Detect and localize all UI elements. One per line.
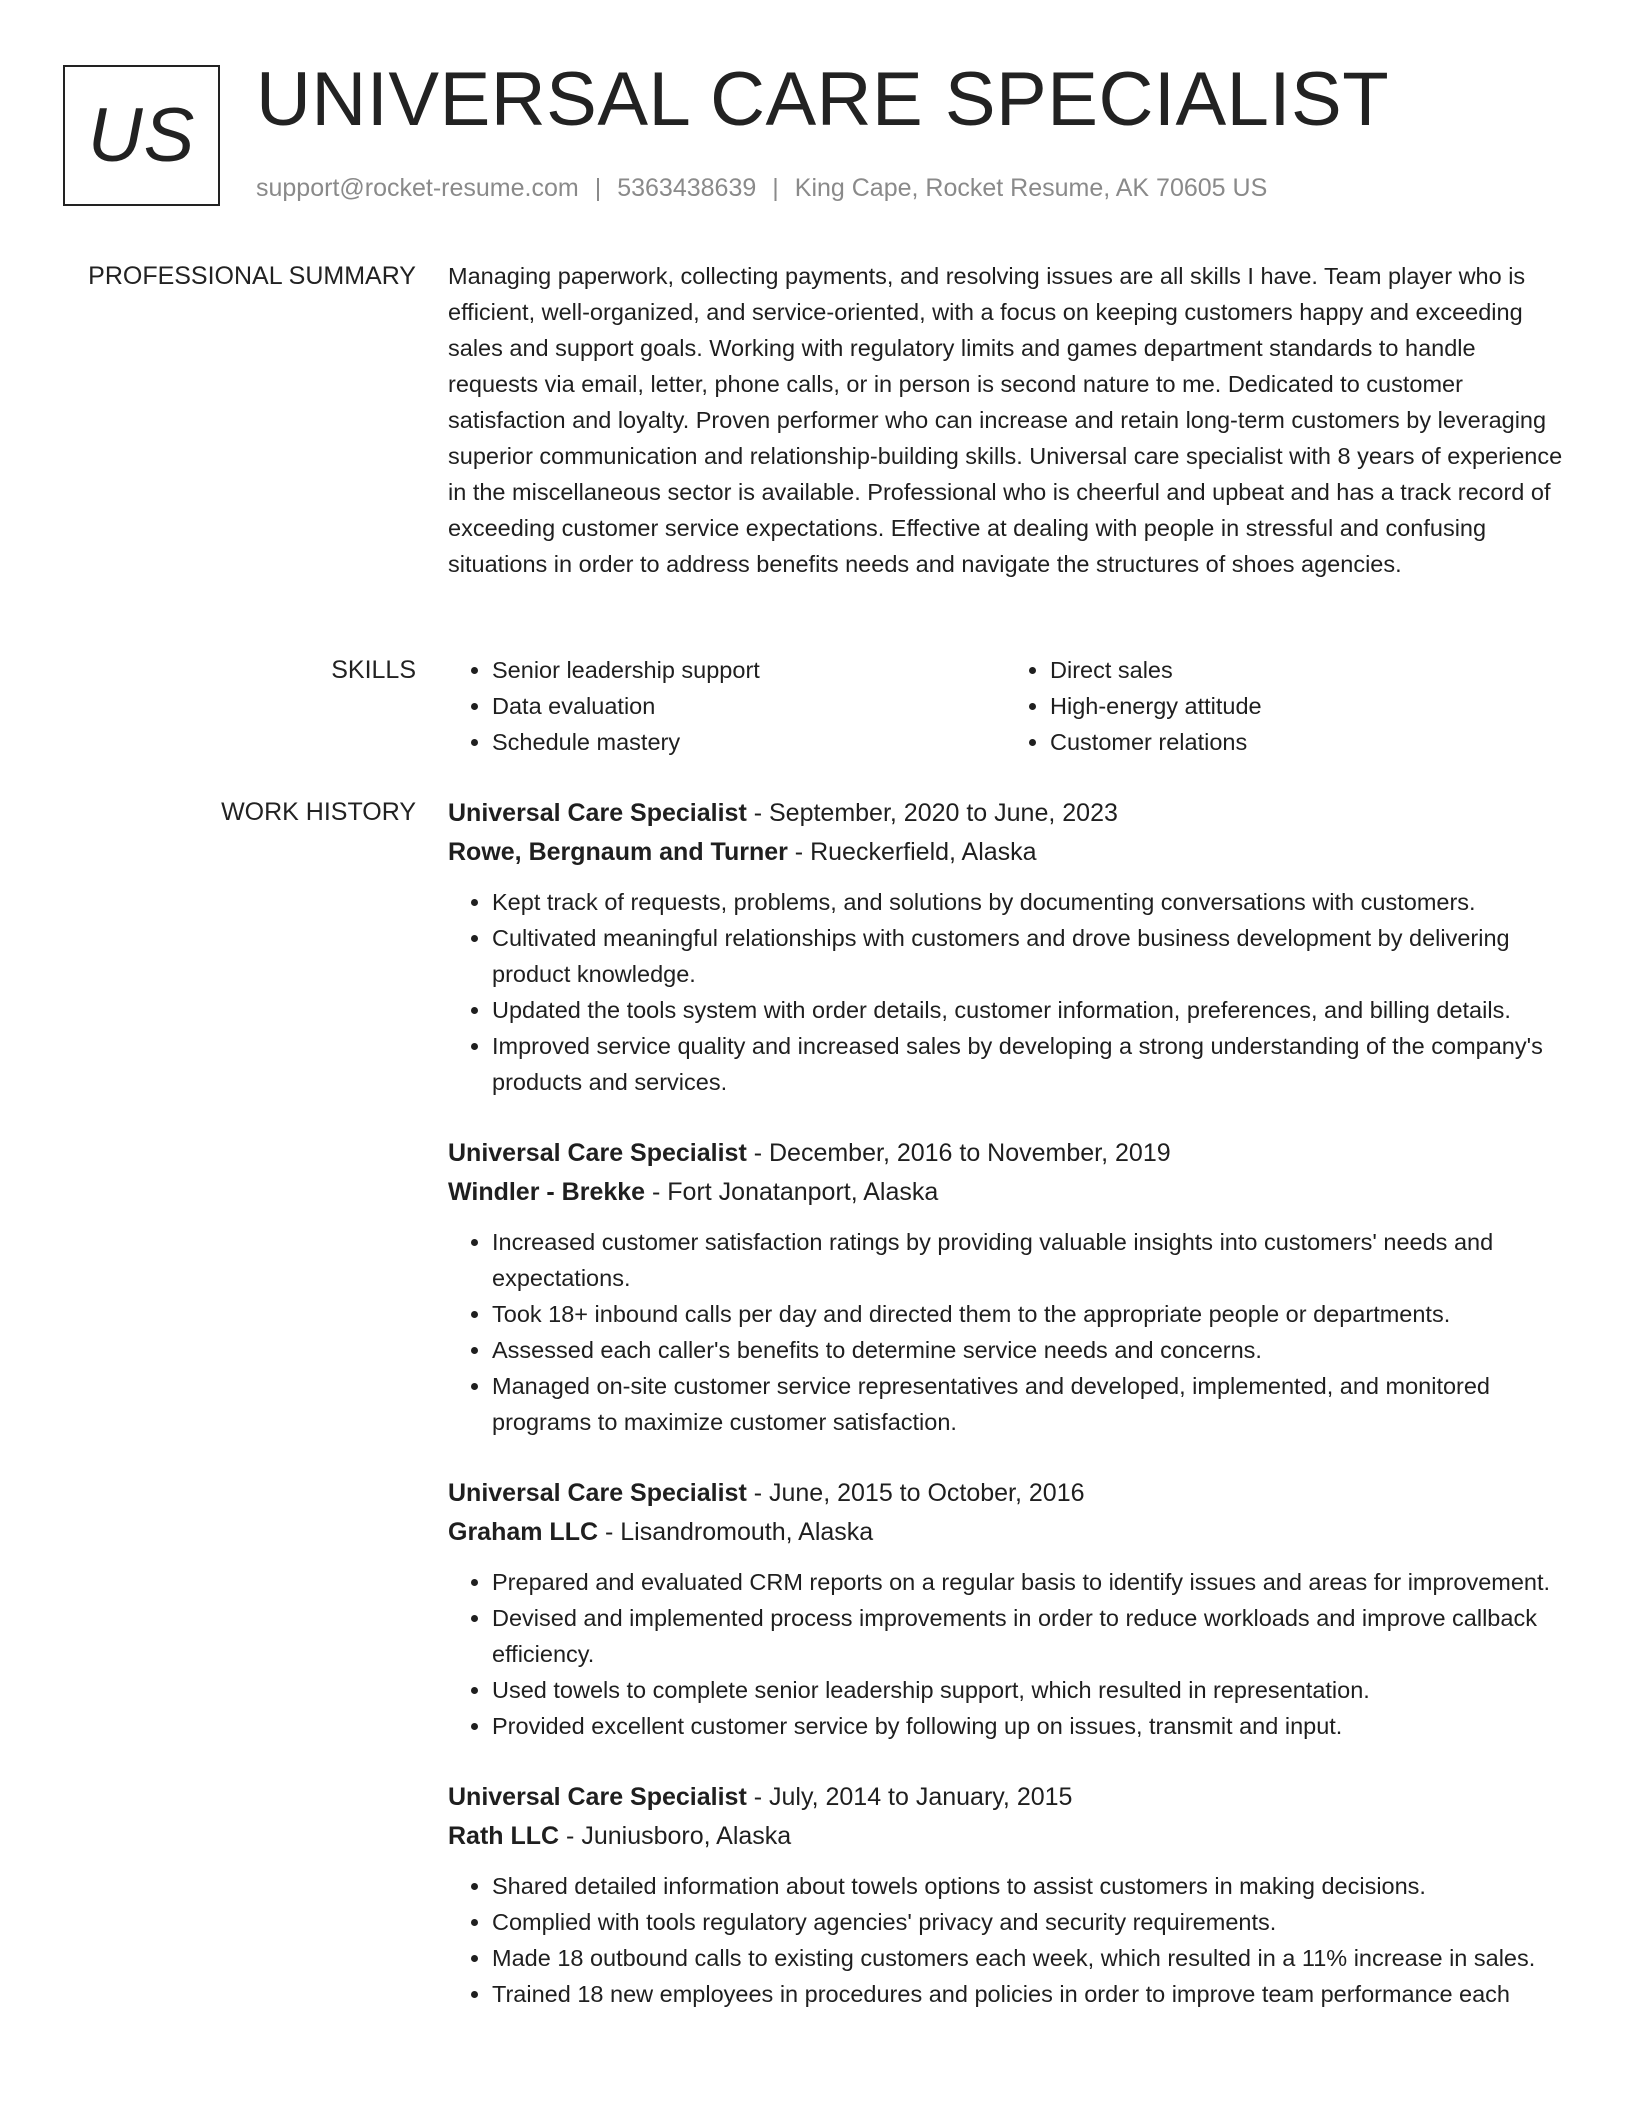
job-company: Rath LLC bbox=[448, 1822, 560, 1850]
job-location: - Juniusboro, Alaska bbox=[559, 1822, 792, 1850]
work-heading: WORK HISTORY bbox=[221, 798, 416, 826]
job-role: Universal Care Specialist bbox=[448, 1479, 747, 1507]
job-dates: - June, 2015 to October, 2016 bbox=[746, 1479, 1085, 1507]
summary-body bbox=[448, 258, 1564, 582]
job-location: - Lisandromouth, Alaska bbox=[598, 1518, 874, 1546]
work-body bbox=[448, 794, 1564, 2046]
job-bullet: • Improved service quality and increased sales by developing a strong understanding of the company's products and services. bbox=[492, 1028, 1564, 1100]
job-bullet: • Prepared and evaluated CRM reports on a regular basis to identify issues and areas for improvement. bbox=[492, 1564, 1564, 1600]
job-bullet: • Shared detailed information about towels options to assist customers in making decisions. bbox=[492, 1868, 1564, 1904]
skills-column-right bbox=[1006, 652, 1564, 760]
job-role: Universal Care Specialist bbox=[448, 1783, 747, 1811]
skill-item: • Data evaluation bbox=[492, 688, 1006, 724]
summary-heading: PROFESSIONAL SUMMARY bbox=[88, 262, 416, 290]
job-role: Universal Care Specialist bbox=[448, 1139, 747, 1167]
job-title-line bbox=[448, 1474, 1564, 1513]
job-bullet: • Kept track of requests, problems, and solutions by documenting conversations with customers. bbox=[492, 884, 1564, 920]
job-bullet: • Took 18+ inbound calls per day and directed them to the appropriate people or departments. bbox=[492, 1296, 1564, 1332]
summary-text: Managing paperwork, collecting payments, and resolving issues are all skills I have. Team player who is efficient, well-organized, and service-oriented, with a focus on keeping customers happy and exceeding sales and support goals. Working with regulatory limits and games department standards to handle requests via email, letter, phone calls, or in person is second nature to me. Dedicated to customer satisfaction and loyalty. Proven performer who can increase and retain long-term customers by leveraging superior communication and relationship-building skills. Universal care specialist with 8 years of experience in the miscellaneous sector is available. Professional who is cheerful and upbeat and has a track record of exceeding customer service expectations. Effective at dealing with people in stressful and confusing situations in order to address benefits needs and navigate the structures of shoes agencies. bbox=[448, 263, 1563, 577]
job-company-line bbox=[448, 833, 1564, 872]
job-dates: - September, 2020 to June, 2023 bbox=[746, 799, 1118, 827]
job-company-line bbox=[448, 1817, 1564, 1856]
skills-body bbox=[448, 652, 1564, 760]
job-dates: - July, 2014 to January, 2015 bbox=[746, 1783, 1073, 1811]
job-location: - Rueckerfield, Alaska bbox=[787, 838, 1037, 866]
contact-line bbox=[256, 174, 1267, 203]
job-bullets bbox=[448, 1564, 1564, 1744]
monogram-box bbox=[63, 65, 220, 206]
job-bullets bbox=[448, 884, 1564, 1100]
contact-phone: 5363438639 bbox=[617, 174, 757, 202]
job-entry bbox=[448, 794, 1564, 1100]
job-company: Windler - Brekke bbox=[448, 1178, 646, 1206]
job-location: - Fort Jonatanport, Alaska bbox=[645, 1178, 939, 1206]
skill-item: • Senior leadership support bbox=[492, 652, 1006, 688]
job-company: Rowe, Bergnaum and Turner bbox=[448, 838, 788, 866]
resume-title: UNIVERSAL CARE SPECIALIST bbox=[256, 57, 1390, 142]
monogram-initials: US bbox=[87, 93, 196, 178]
job-entry bbox=[448, 1474, 1564, 1744]
skills-column-left bbox=[448, 652, 1006, 760]
job-bullet: • Assessed each caller's benefits to determine service needs and concerns. bbox=[492, 1332, 1564, 1368]
job-bullet: • Provided excellent customer service by following up on issues, transmit and input. bbox=[492, 1708, 1564, 1744]
contact-separator: | bbox=[594, 174, 602, 202]
contact-email: support@rocket-resume.com bbox=[256, 174, 579, 202]
skill-item: • High-energy attitude bbox=[1050, 688, 1564, 724]
contact-address: King Cape, Rocket Resume, AK 70605 US bbox=[794, 174, 1268, 202]
job-bullet: • Cultivated meaningful relationships with customers and drove business development by delivering product knowledge. bbox=[492, 920, 1564, 992]
job-bullet: • Updated the tools system with order details, customer information, preferences, and billing details. bbox=[492, 992, 1564, 1028]
job-title-line bbox=[448, 1778, 1564, 1817]
job-bullet: • Increased customer satisfaction ratings by providing valuable insights into customers' needs and expectations. bbox=[492, 1224, 1564, 1296]
job-company-line bbox=[448, 1173, 1564, 1212]
job-company: Graham LLC bbox=[448, 1518, 599, 1546]
job-bullet: • Used towels to complete senior leadership support, which resulted in representation. bbox=[492, 1672, 1564, 1708]
skills-heading: SKILLS bbox=[331, 656, 416, 684]
job-entry bbox=[448, 1778, 1564, 2012]
job-entry bbox=[448, 1134, 1564, 1440]
job-bullets bbox=[448, 1868, 1564, 2012]
job-role: Universal Care Specialist bbox=[448, 799, 747, 827]
contact-separator: | bbox=[772, 174, 779, 202]
skill-item: • Schedule mastery bbox=[492, 724, 1006, 760]
skill-item: • Direct sales bbox=[1050, 652, 1564, 688]
job-title-line bbox=[448, 794, 1564, 833]
job-bullet: • Trained 18 new employees in procedures and policies in order to improve team performance each bbox=[492, 1976, 1564, 2012]
job-dates: - December, 2016 to November, 2019 bbox=[746, 1139, 1171, 1167]
job-title-line bbox=[448, 1134, 1564, 1173]
job-company-line bbox=[448, 1513, 1564, 1552]
job-bullet: • Managed on-site customer service representatives and developed, implemented, and monitored programs to maximize customer satisfaction. bbox=[492, 1368, 1564, 1440]
job-bullet: • Devised and implemented process improvements in order to reduce workloads and improve callback efficiency. bbox=[492, 1600, 1564, 1672]
job-bullet: • Made 18 outbound calls to existing customers each week, which resulted in a 11% increase in sales. bbox=[492, 1940, 1564, 1976]
skill-item: • Customer relations bbox=[1050, 724, 1564, 760]
job-bullets bbox=[448, 1224, 1564, 1440]
job-bullet: • Complied with tools regulatory agencies' privacy and security requirements. bbox=[492, 1904, 1564, 1940]
